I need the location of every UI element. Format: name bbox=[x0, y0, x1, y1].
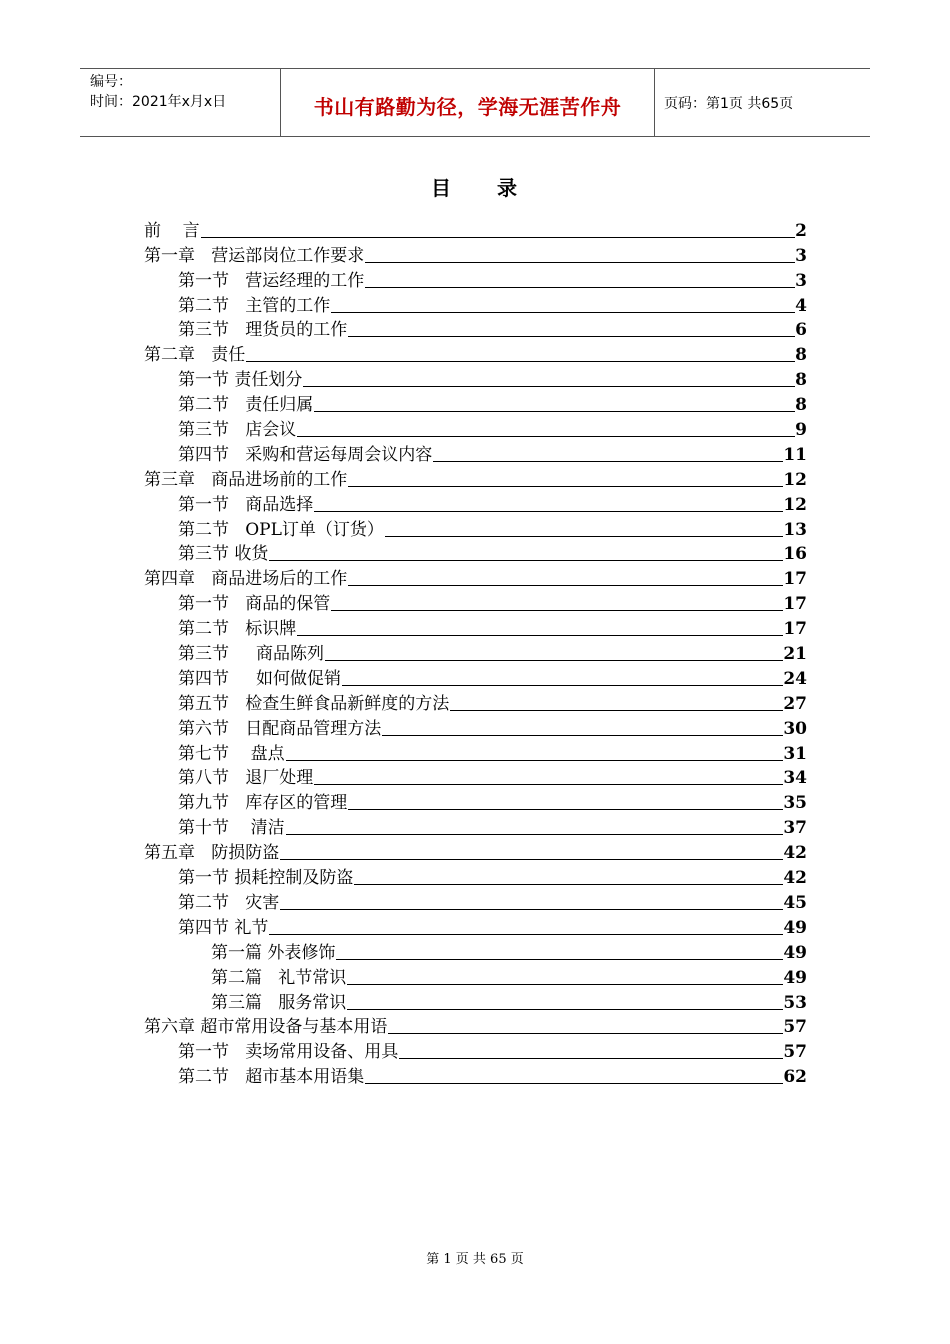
header-motto: 书山有路勤为径，学海无涯苦作舟 bbox=[313, 95, 622, 119]
toc-entry-page: 6 bbox=[795, 320, 807, 341]
toc-entry[interactable] bbox=[144, 340, 807, 365]
toc-entry-label: 第二节 灾害 bbox=[178, 892, 280, 913]
toc-entry[interactable] bbox=[144, 639, 807, 664]
toc-entry-label: 第十节 清洁 bbox=[178, 818, 285, 839]
toc-entry-page: 17 bbox=[783, 569, 807, 590]
toc-entry-label: 第三节 店会议 bbox=[178, 420, 297, 441]
toc-entry-leader bbox=[382, 735, 783, 736]
toc-entry-page: 3 bbox=[795, 245, 807, 266]
toc-entry-label: 第二节 责任归属 bbox=[178, 395, 314, 416]
toc-entry-leader bbox=[399, 1058, 783, 1059]
toc-entry-label: 第六节 日配商品管理方法 bbox=[178, 718, 382, 739]
header-bottom-rule bbox=[80, 136, 870, 137]
toc-entry-leader bbox=[280, 859, 783, 860]
toc-entry[interactable] bbox=[144, 465, 807, 490]
toc-entry-page: 12 bbox=[783, 494, 807, 515]
toc-entry-page: 8 bbox=[795, 395, 807, 416]
toc-entry-label: 第一节 损耗控制及防盗 bbox=[178, 868, 354, 889]
toc-entry-page: 30 bbox=[783, 718, 807, 739]
toc-entry[interactable] bbox=[144, 365, 807, 390]
toc-entry-leader bbox=[297, 436, 795, 437]
toc-entry-leader bbox=[269, 934, 783, 935]
page-footer: 第 1 页 共 65 页 bbox=[426, 1252, 524, 1267]
toc-entry-leader bbox=[331, 312, 795, 313]
toc-entry-leader bbox=[269, 560, 783, 561]
toc-entry-label: 第一节 卖场常用设备、用具 bbox=[178, 1042, 399, 1063]
toc-entry-page: 37 bbox=[783, 818, 807, 839]
toc-entry[interactable] bbox=[144, 888, 807, 913]
toc-entry-label: 第三节 理货员的工作 bbox=[178, 320, 348, 341]
toc-entry-page: 45 bbox=[783, 892, 807, 913]
toc-entry-label: 第八节 退厂处理 bbox=[178, 768, 314, 789]
toc-entry[interactable] bbox=[144, 788, 807, 813]
toc-entry-page: 3 bbox=[795, 270, 807, 291]
toc-entry-page: 17 bbox=[783, 594, 807, 615]
toc-entry-leader bbox=[314, 411, 795, 412]
toc-entry[interactable] bbox=[144, 813, 807, 838]
toc-entry-leader bbox=[365, 262, 795, 263]
toc-entry[interactable] bbox=[144, 739, 807, 764]
toc-entry-leader bbox=[280, 909, 783, 910]
toc-entry[interactable] bbox=[144, 988, 807, 1013]
toc-entry-leader bbox=[348, 585, 783, 586]
toc-entry-label: 第三节 收货 bbox=[178, 544, 269, 565]
toc-entry[interactable] bbox=[144, 664, 807, 689]
toc-entry-label: 第一节 责任划分 bbox=[178, 370, 303, 391]
toc-entry-page: 9 bbox=[795, 420, 807, 441]
toc-entry-page: 49 bbox=[783, 967, 807, 988]
toc-entry[interactable] bbox=[144, 838, 807, 863]
toc-entry-leader bbox=[365, 287, 795, 288]
toc-entry-page: 12 bbox=[783, 469, 807, 490]
toc-entry-label: 第二节 OPL订单（订货） bbox=[178, 519, 384, 540]
toc-title bbox=[0, 172, 950, 201]
toc-entry[interactable] bbox=[144, 291, 807, 316]
toc-entry-leader bbox=[286, 760, 784, 761]
toc-entry-page: 49 bbox=[783, 942, 807, 963]
toc-entry-label: 第二节 标识牌 bbox=[178, 619, 297, 640]
toc-entry-leader bbox=[314, 511, 783, 512]
toc-entry-leader bbox=[336, 959, 783, 960]
toc-entry-leader bbox=[347, 1009, 783, 1010]
toc-entry-leader bbox=[385, 536, 783, 537]
toc-entry[interactable] bbox=[144, 515, 807, 540]
header-date-label: 时间：2021年x月x日 bbox=[90, 94, 227, 110]
toc-entry[interactable] bbox=[144, 689, 807, 714]
toc-entry-label: 第二节 主管的工作 bbox=[178, 295, 331, 316]
toc-entry-leader bbox=[365, 1083, 783, 1084]
toc-entry[interactable] bbox=[144, 490, 807, 515]
toc-entry-label: 第一篇 外表修饰 bbox=[211, 942, 336, 963]
toc-entry-label: 第二章 责任 bbox=[144, 345, 246, 366]
toc-entry-page: 31 bbox=[783, 743, 807, 764]
toc-entry-page: 62 bbox=[783, 1067, 807, 1088]
toc-entry[interactable] bbox=[144, 241, 807, 266]
toc-entry[interactable] bbox=[144, 1013, 807, 1038]
toc-entry-page: 8 bbox=[795, 345, 807, 366]
toc-entry[interactable] bbox=[144, 913, 807, 938]
toc-entry-page: 17 bbox=[783, 619, 807, 640]
toc-entry-leader bbox=[433, 461, 783, 462]
toc-entry[interactable] bbox=[144, 764, 807, 789]
toc-entry-leader bbox=[201, 237, 796, 238]
toc-entry-label: 第四节 如何做促销 bbox=[178, 668, 342, 689]
toc-entry-page: 27 bbox=[783, 693, 807, 714]
toc-entry-label: 第五章 防损防盗 bbox=[144, 843, 280, 864]
header-divider-right bbox=[654, 68, 655, 136]
toc-entry-label: 第六章 超市常用设备与基本用语 bbox=[144, 1017, 388, 1038]
toc-entry[interactable] bbox=[144, 589, 807, 614]
toc-entry-leader bbox=[314, 784, 783, 785]
toc-entry-label: 第三节 商品陈列 bbox=[178, 644, 325, 665]
header-top-rule bbox=[80, 68, 870, 69]
toc-entry-label: 第七节 盘点 bbox=[178, 743, 285, 764]
toc-entry-label: 第四章 商品进场后的工作 bbox=[144, 569, 348, 590]
toc-entry-label: 第一节 营运经理的工作 bbox=[178, 270, 365, 291]
toc-entry-page: 34 bbox=[783, 768, 807, 789]
toc-entry-label: 第一节 商品选择 bbox=[178, 494, 314, 515]
toc-entry[interactable] bbox=[144, 1037, 807, 1062]
toc-entry-label: 第九节 库存区的管理 bbox=[178, 793, 348, 814]
toc-entry-leader bbox=[354, 884, 783, 885]
toc-entry-page: 42 bbox=[783, 868, 807, 889]
toc-entry-label: 第一章 营运部岗位工作要求 bbox=[144, 245, 365, 266]
toc-entry-leader bbox=[331, 610, 783, 611]
toc-entry-page: 57 bbox=[783, 1017, 807, 1038]
toc-entry[interactable] bbox=[144, 440, 807, 465]
toc-entry-page: 49 bbox=[783, 917, 807, 938]
toc-entry[interactable] bbox=[144, 266, 807, 291]
toc-entry-leader bbox=[348, 809, 783, 810]
toc-entry-page: 57 bbox=[783, 1042, 807, 1063]
toc-entry[interactable] bbox=[144, 1062, 807, 1087]
toc-entry-page: 13 bbox=[783, 519, 807, 540]
toc-entry-leader bbox=[388, 1033, 783, 1034]
toc-entry-label: 第一节 商品的保管 bbox=[178, 594, 331, 615]
toc-entry-page: 42 bbox=[783, 843, 807, 864]
toc-entry-label: 第三章 商品进场前的工作 bbox=[144, 469, 348, 490]
toc-entry[interactable] bbox=[144, 216, 807, 241]
toc-title-char-2: 录 bbox=[497, 176, 519, 200]
toc-entry-leader bbox=[450, 710, 783, 711]
toc-entry[interactable] bbox=[144, 938, 807, 963]
toc-entry-page: 35 bbox=[783, 793, 807, 814]
toc-entry-leader bbox=[348, 486, 783, 487]
toc-entry[interactable] bbox=[144, 863, 807, 888]
table-of-contents bbox=[144, 216, 807, 1087]
toc-entry-leader bbox=[303, 386, 795, 387]
toc-entry[interactable] bbox=[144, 614, 807, 639]
toc-entry-leader bbox=[348, 336, 795, 337]
toc-entry-leader bbox=[246, 361, 795, 362]
toc-entry-label: 第二节 超市基本用语集 bbox=[178, 1067, 365, 1088]
toc-entry[interactable] bbox=[144, 714, 807, 739]
toc-entry-page: 2 bbox=[795, 220, 807, 241]
toc-entry-leader bbox=[286, 834, 784, 835]
toc-entry-page: 4 bbox=[795, 295, 807, 316]
toc-entry[interactable] bbox=[144, 564, 807, 589]
toc-entry-leader bbox=[342, 685, 783, 686]
toc-entry-label: 第四节 礼节 bbox=[178, 917, 269, 938]
toc-entry[interactable] bbox=[144, 316, 807, 341]
toc-entry-leader bbox=[347, 984, 783, 985]
toc-entry[interactable] bbox=[144, 963, 807, 988]
toc-title-char-1: 目 bbox=[431, 176, 453, 200]
toc-entry-page: 8 bbox=[795, 370, 807, 391]
toc-entry-page: 16 bbox=[783, 544, 807, 565]
toc-entry-label: 第二篇 礼节常识 bbox=[211, 967, 347, 988]
toc-entry[interactable] bbox=[144, 540, 807, 565]
header-page-label: 页码：第1页 共65页 bbox=[664, 96, 794, 112]
toc-entry[interactable] bbox=[144, 415, 807, 440]
toc-entry-page: 53 bbox=[783, 992, 807, 1013]
toc-entry-label: 第四节 采购和营运每周会议内容 bbox=[178, 444, 433, 465]
toc-entry-page: 11 bbox=[783, 444, 807, 465]
toc-entry-page: 21 bbox=[783, 644, 807, 665]
toc-entry-leader bbox=[297, 635, 783, 636]
toc-entry-leader bbox=[325, 660, 783, 661]
toc-entry[interactable] bbox=[144, 390, 807, 415]
toc-entry-label: 第三篇 服务常识 bbox=[211, 992, 347, 1013]
header-meta bbox=[90, 72, 226, 112]
toc-entry-page: 24 bbox=[783, 668, 807, 689]
header-number-label: 编号： bbox=[90, 74, 132, 90]
toc-entry-label: 第五节 检查生鲜食品新鲜度的方法 bbox=[178, 693, 450, 714]
toc-entry-label: 前 言 bbox=[144, 220, 200, 241]
